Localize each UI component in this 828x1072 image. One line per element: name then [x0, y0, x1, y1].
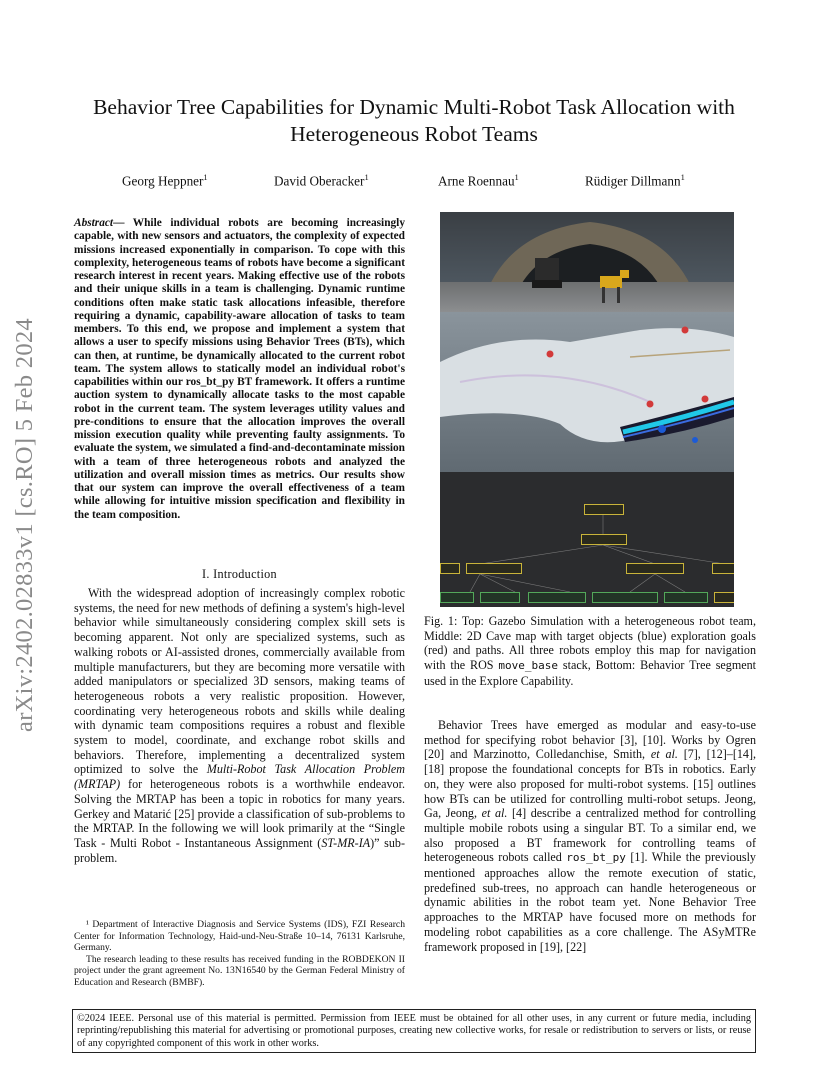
- gazebo-ground: [440, 282, 734, 312]
- arxiv-stamp: [5, 300, 45, 750]
- right-text-c: [4] describe a centralized method for controlling multiple mobile robots using a singular BT. To a similar end, we also proposed a BT framework for controlling teams of heterogeneous robots called: [424, 806, 756, 865]
- section-heading: I. Introduction: [202, 567, 277, 581]
- abstract-body: — While individual robots are becoming increasingly capable, with new sensors and actuators, the complexity of expected missions increased exponentially in comparison. To cope with this complexity, heterogeneous teams of robots have become a significant research interest in recent years. Making effective use of the robots and their unique skills in a team is challenging. Dynamic runtime conditions often make static task allocations infeasible, therefore requiring a dynamic, capability-aware allocation of tasks to team members. To this end, we propose and implement a system that allows a user to specify missions using Behavior Trees (BTs), which can then, at runtime, be dynamically allocated to the current robot team. The system allows to statically model an individual robot's capabilities within our ros_bt_py BT framework. It offers a runtime auction system to dynamically allocate tasks to the most capable robot in the current team. The system leverages utility values and pre-conditions to ensure that the allocation improves the overall mission execution quality while preventing faulty assignments. To evaluate the system, we simulated a find-and-decontaminate mission with a team of three heterogeneous robots and analyzed the utilization and overall mission times as metrics. Our results show that our system can improve the overall effectiveness of a team while allowing for intuitive mission specification and flexibility in the team composition.: [74, 217, 405, 521]
- copyright-notice: ©2024 IEEE. Personal use of this material is permitted. Permission from IEEE must be obtained for all other uses, in any current or future media, including reprinting/republishing this material for advertising or promotional purposes, creating new collective works, for resale or redistribution to servers or lists, or reuse of any copyrighted component of this work in other works.: [72, 1009, 756, 1053]
- intro-italic-stmria: ST-MR-IA: [321, 835, 371, 850]
- robot-head: [620, 270, 629, 278]
- bt-node-exploration-repeat: [584, 504, 624, 515]
- footnote-funding: The research leading to these results has received funding in the ROBDEKON II project under the grant agreement No. 13N16540 by the German Federal Ministry of Education and Research (BMBF).: [74, 953, 405, 988]
- bt-node-is-exploration-pose-available: [528, 592, 586, 603]
- figure-1: [440, 212, 734, 607]
- intro-text: With the widespread adoption of increasingly complex robotic systems, the need for new methods of defining a system's high-level behavior while simultaneously considering complex skill sets is becoming apparent. Not only are specialized systems, such as walking robots or AI-assisted drones, commercially available from multiple manufacturers, but they are becoming more versatile with added manipulators or specialized 3D sensors, making teams of heterogeneous robots a very realistic proposition. However, coordinating very heterogeneous robots and skills while dealing with dynamic team compositions requires a robust and flexible system to model, coordinate, and exchange robot skills and behaviors. Therefore, implementing a decentralized system optimized to solve the: [74, 586, 405, 777]
- author-2: [274, 172, 369, 189]
- author-3: [438, 172, 519, 189]
- author-affiliation-mark: 1: [364, 172, 369, 182]
- robot-leg: [602, 287, 605, 303]
- author-name: Georg Heppner: [122, 173, 204, 189]
- bt-node-update-service: [440, 592, 474, 603]
- intro-italic-mrtap: Multi-Robot Task Allocation Problem (MRTAP): [74, 762, 405, 792]
- bt-node-requeue: [440, 563, 460, 574]
- right-code: ros_bt_py: [566, 851, 626, 865]
- paper-title: Behavior Tree Capabilities for Dynamic Multi-Robot Task Allocation with Heterogeneous Robot Teams: [93, 95, 735, 146]
- bt-node-exploration-sequence: [581, 534, 627, 545]
- bt-node-message-to-fields: [480, 592, 520, 603]
- abstract-lead: Abstract: [74, 217, 114, 229]
- bt-node-exploration-pose-iterator: [466, 563, 522, 574]
- intro-text-d: )” sub-problem.: [74, 835, 405, 865]
- author-4: [585, 172, 685, 189]
- footnotes: [74, 919, 405, 989]
- bt-node-explore: [714, 592, 734, 603]
- author-name: Arne Roennau: [438, 173, 515, 189]
- arxiv-stamp-text: arXiv:2402.02833v1 [cs.RO] 5 Feb 2024: [11, 318, 38, 732]
- robot-wheeled-base: [532, 280, 562, 288]
- author-1: [122, 172, 208, 189]
- intro-text-c: Single Task - Multi Robot - Instantaneous Assignment (: [74, 821, 405, 850]
- exploration-goal: [702, 396, 709, 403]
- abstract: [74, 217, 405, 522]
- author-affiliation-mark: 1: [203, 172, 208, 182]
- author-name: Rüdiger Dillmann: [585, 173, 681, 189]
- caption-code: move_base: [498, 659, 559, 673]
- bt-node-get-next-exploration-pose-service: [592, 592, 658, 603]
- figure-caption: [424, 614, 756, 689]
- intro-text-b: for heterogeneous robots is a worthwhile endeavor. Solving the MRTAP has been a topic in robotics for many years. Gerkey and Matarić [25] provide a classification of sub-problems to the MRTAP. In the following we will look primarily at the “: [74, 777, 405, 836]
- intro-paragraph: [74, 586, 405, 865]
- right-paragraph: [424, 718, 756, 954]
- right-italic: et al.: [650, 747, 678, 762]
- bt-node-confirm-exploration-pose: [626, 563, 684, 574]
- right-text: Behavior Trees have emerged as modular and easy-to-use method for specifying robot behavior [3], [10]. Works by Ogren [20] and Marzinotto, Colledanchise, Smith,: [424, 718, 756, 762]
- figure-1-image: [440, 212, 734, 607]
- right-text-b: [7], [12]–[14], [18] propose the foundational concepts for BTs in robotics. Early on, they were also proposed for multi-robot systems. [15] outlines how BTs can be utilized for controlling multi-robot setups. Jeong, Ga, Jeong,: [424, 747, 757, 821]
- bt-node-message-to-fields-2: [664, 592, 708, 603]
- exploration-goal: [547, 351, 554, 358]
- footnote-affiliation: ¹ Department of Interactive Diagnosis and Service Systems (IDS), FZI Research Center for Information Technology, Haid-und-Neu-Straße 10–14, 76131 Karlsruhe, Germany.: [74, 919, 405, 954]
- exploration-goal: [647, 401, 654, 408]
- caption-text-b: stack, Bottom: Behavior Tree segment used in the Explore Capability.: [424, 658, 757, 688]
- exploration-goal: [682, 327, 689, 334]
- author-affiliation-mark: 1: [680, 172, 685, 182]
- target-object: [658, 425, 666, 433]
- author-affiliation-mark: 1: [514, 172, 519, 182]
- robot-leg: [617, 287, 620, 303]
- caption-text: Fig. 1: Top: Gazebo Simulation with a heterogeneous robot team, Middle: 2D Cave map with target objects (blue) exploration goals (red) and paths. All three robots employ this map for navigation with the ROS: [424, 614, 756, 673]
- bt-node-repeat-fail: [712, 563, 734, 574]
- target-object: [692, 437, 698, 443]
- author-name: David Oberacker: [274, 173, 365, 189]
- robot-quadruped: [600, 276, 622, 288]
- right-text-d: [1]. While the previously mentioned approaches allow the remote execution of static, predefined sub-trees, no approach can handle heterogeneous or dynamic abilities in the robot team yet. None Behavior Tree approaches to the MRTAP have focused more on methods for modeling robot capabilities as a core challenge. The ASyMTRe framework proposed in [19], [22]: [424, 850, 756, 954]
- right-italic-2: et al.: [481, 806, 508, 821]
